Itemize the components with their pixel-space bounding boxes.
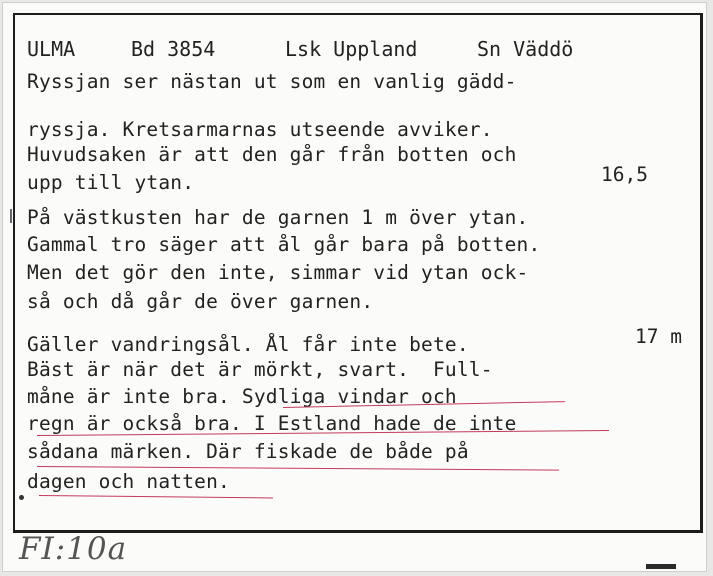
text-line: Men det gör den inte, simmar vid ytan ock- xyxy=(27,261,529,284)
text-line: ryssja. Kretsarmarnas utseende avviker. xyxy=(27,118,493,141)
text-line: måne är inte bra. Sydliga vindar och xyxy=(27,385,457,408)
text-line: På västkusten har de garnen 1 m över ytan. xyxy=(27,206,529,229)
archive-name: ULMA xyxy=(27,37,76,61)
text-line: Gammal tro säger att ål går bara på botten. xyxy=(27,233,541,256)
ink-dot xyxy=(19,495,24,500)
handwritten-reference: FI:10a xyxy=(19,531,128,567)
margin-measure-1: 16,5 xyxy=(601,163,648,186)
volume-number: Bd 3854 xyxy=(131,37,216,61)
text-line: Ryssjan ser nästan ut som en vanlig gädd- xyxy=(27,70,517,93)
text-line: Huvudsaken är att den går från botten och xyxy=(27,143,517,166)
margin-measure-2: 17 m xyxy=(635,325,682,348)
text-line: Bäst är när det är mörkt, svart. Full- xyxy=(27,358,493,381)
text-line: dagen och natten. xyxy=(27,470,230,493)
text-line: upp till ytan. xyxy=(27,171,195,194)
text-line: sådana märken. Där fiskade de både på xyxy=(27,440,469,463)
corner-mark xyxy=(646,564,676,569)
text-line: så och då går de över garnen. xyxy=(27,290,374,313)
landscape-name: Lsk Uppland xyxy=(285,37,418,61)
text-line: Gäller vandringsål. Ål får inte bete. xyxy=(27,333,469,356)
parish-name: Sn Väddö xyxy=(477,37,574,61)
margin-tick-mark xyxy=(10,209,12,223)
archive-card xyxy=(2,2,707,572)
text-line: regn är också bra. I Estland hade de inte xyxy=(27,412,517,435)
